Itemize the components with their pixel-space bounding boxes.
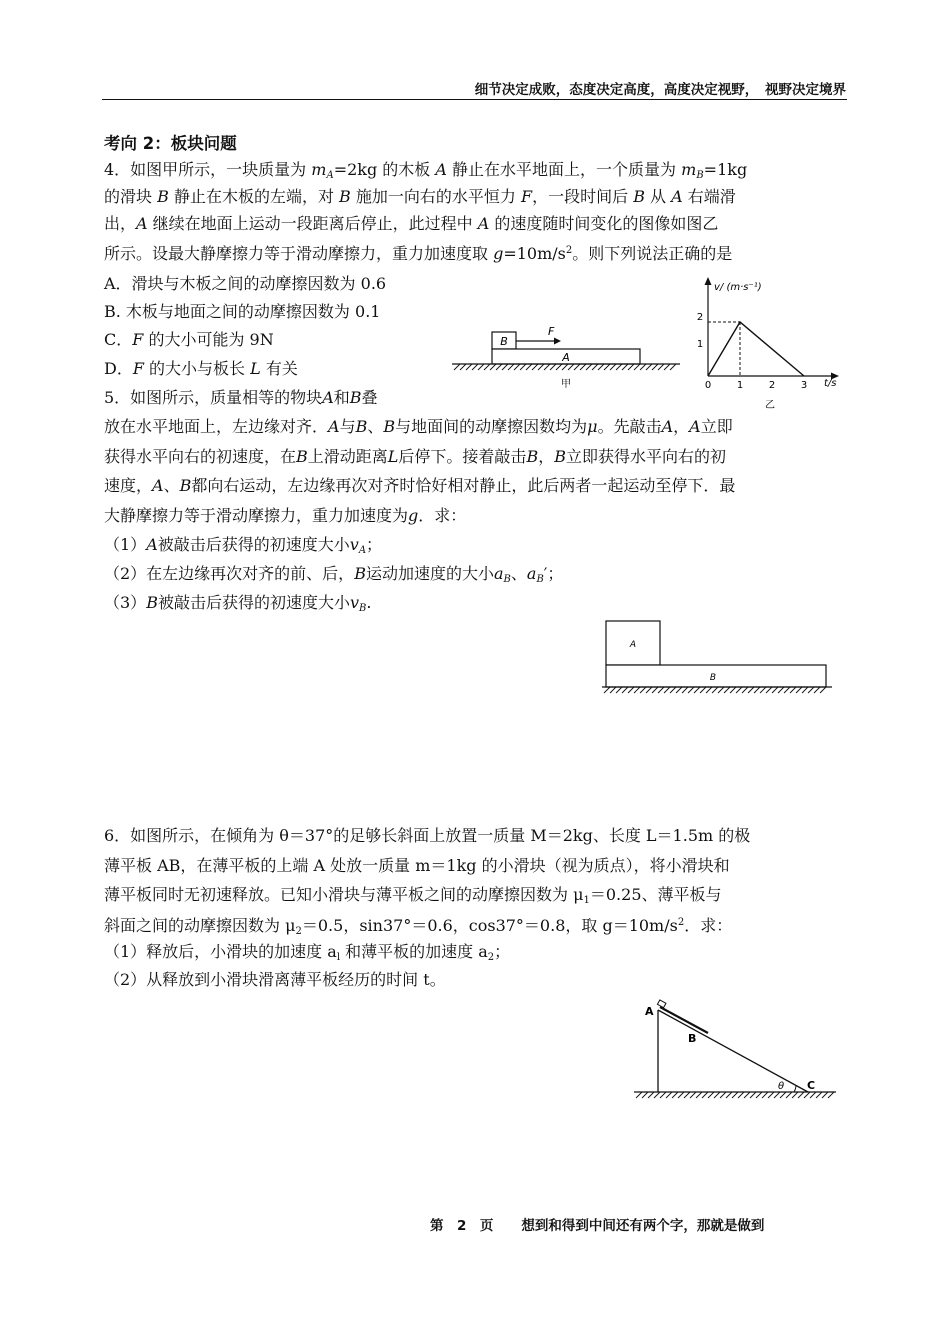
q6-line-1: 6．如图所示，在倾角为 θ＝37°的足够长斜面上放置一质量 M＝2kg、长度 L＝1.5m 的极 xyxy=(104,826,751,845)
hatch-mark xyxy=(768,1092,774,1098)
hatch-mark xyxy=(808,687,814,693)
hatch-mark xyxy=(786,1092,792,1098)
hatch-mark xyxy=(640,364,646,370)
hatch-mark xyxy=(804,1092,810,1098)
hatch-mark xyxy=(696,1092,702,1098)
hatch-mark xyxy=(466,364,472,370)
hatch-mark xyxy=(820,687,826,693)
hatch-mark xyxy=(660,1092,666,1098)
figure-yi-vt-graph xyxy=(688,272,848,412)
hatch-mark xyxy=(664,687,670,693)
ground-hatch xyxy=(454,364,676,370)
q5-line-4: 速度，A、B都向右运动，左边缘再次对齐时恰好相对静止，此后两者一起运动至停下．最 xyxy=(104,476,736,495)
incline-slope xyxy=(658,1010,808,1092)
hatch-mark xyxy=(774,1092,780,1098)
hatch-mark xyxy=(690,1092,696,1098)
y-tick-1: 1 xyxy=(696,339,704,350)
q4-line-1: 4．如图甲所示，一块质量为 $m_A=2kg$ 的木板 A 静止在水平地面上，一个质量为 $m_B=1kg$ xyxy=(104,160,748,181)
q5-sub-2: （2）在左边缘再次对齐的前、后，B运动加速度的大小$a_B$、$a_B'$； xyxy=(104,564,564,585)
small-slider xyxy=(657,1000,666,1008)
hatch-mark xyxy=(750,1092,756,1098)
hatch-mark xyxy=(646,687,652,693)
hatch-mark xyxy=(670,687,676,693)
hatch-mark xyxy=(678,1092,684,1098)
y-tick-2: 2 xyxy=(696,312,704,323)
hatch-mark xyxy=(556,364,562,370)
footer-motto: 想到和得到中间还有两个字，那就是做到 xyxy=(521,1218,765,1234)
q4-option-d: D．F 的大小与板长 L 有关 xyxy=(104,359,298,378)
hatch-mark xyxy=(520,364,526,370)
hatch-mark xyxy=(748,687,754,693)
q5-line-2: 放在水平地面上，左边缘对齐．A与B、B与地面间的动摩擦因数均为μ。先敲击A，A立即 xyxy=(104,417,733,436)
hatch-mark xyxy=(496,364,502,370)
hatch-mark xyxy=(762,1092,768,1098)
hatch-mark xyxy=(744,1092,750,1098)
label-c: C xyxy=(807,1079,816,1092)
q4-line-3: 出，A 继续在地面上运动一段距离后停止，此过程中 A 的速度随时间变化的图像如图乙 xyxy=(104,214,719,233)
hatch-mark xyxy=(658,687,664,693)
hatch-mark xyxy=(580,364,586,370)
hatch-mark xyxy=(598,364,604,370)
hatch-mark xyxy=(700,687,706,693)
q4-option-b: B. 木板与地面之间的动摩擦因数为 0.1 xyxy=(104,302,381,321)
hatch-mark xyxy=(472,364,478,370)
label-b: B xyxy=(688,1032,697,1045)
hatch-mark xyxy=(730,687,736,693)
q6-sub-2: （2）从释放到小滑块滑离薄平板经历的时间 t。 xyxy=(104,970,446,989)
hatch-mark xyxy=(688,687,694,693)
hatch-mark xyxy=(532,364,538,370)
hatch-mark xyxy=(652,687,658,693)
hatch-mark xyxy=(814,687,820,693)
board-a-label: A xyxy=(562,351,570,364)
hatch-mark xyxy=(756,1092,762,1098)
velocity-series-line xyxy=(708,322,804,376)
header-rule xyxy=(102,99,847,100)
hatch-mark xyxy=(634,364,640,370)
hatch-mark xyxy=(664,364,670,370)
hatch-mark xyxy=(712,687,718,693)
hatch-mark xyxy=(666,1092,672,1098)
hatch-mark xyxy=(634,687,640,693)
hatch-mark xyxy=(706,687,712,693)
hatch-mark xyxy=(790,687,796,693)
hatch-mark xyxy=(778,687,784,693)
hatch-mark xyxy=(478,364,484,370)
force-arrowhead xyxy=(554,338,561,345)
hatch-mark xyxy=(732,1092,738,1098)
hatch-mark xyxy=(766,687,772,693)
q4-option-c: C．F 的大小可能为 9N xyxy=(104,330,274,349)
hatch-mark xyxy=(604,364,610,370)
caption-yi: 乙 xyxy=(765,400,775,411)
q5-line-3: 获得水平向右的初速度，在B上滑动距离L后停下。接着敲击B，B立即获得水平向右的初 xyxy=(104,447,726,466)
x-tick-1: 1 xyxy=(736,380,744,391)
thin-plate-ab xyxy=(660,1007,708,1033)
label-theta: θ xyxy=(778,1081,785,1092)
page-header: 细节决定成败，态度决定高度，高度决定视野， 视野决定境界 xyxy=(474,82,846,98)
hatch-mark xyxy=(694,687,700,693)
hatch-mark xyxy=(702,1092,708,1098)
force-label: F xyxy=(548,325,555,338)
hatch-mark xyxy=(622,687,628,693)
ground-hatch xyxy=(636,1092,834,1098)
hatch-mark xyxy=(568,364,574,370)
hatch-mark xyxy=(738,1092,744,1098)
label-a: A xyxy=(645,1005,654,1018)
hatch-mark xyxy=(810,1092,816,1098)
page-number: 第 2 页 xyxy=(430,1218,494,1234)
hatch-mark xyxy=(646,364,652,370)
hatch-mark xyxy=(726,1092,732,1098)
q5-sub-1: （1）A被敲击后获得的初速度大小$v_A$； xyxy=(104,535,383,556)
hatch-mark xyxy=(772,687,778,693)
figure-q5 xyxy=(600,618,836,700)
hatch-mark xyxy=(760,687,766,693)
hatch-mark xyxy=(628,687,634,693)
figure-q6-incline xyxy=(630,998,842,1108)
hatch-mark xyxy=(796,687,802,693)
hatch-mark xyxy=(622,364,628,370)
hatch-mark xyxy=(592,364,598,370)
block-b-label: B xyxy=(709,673,717,683)
hatch-mark xyxy=(604,687,610,693)
hatch-mark xyxy=(736,687,742,693)
q4-line-2: 的滑块 B 静止在木板的左端，对 B 施加一向右的水平恒力 F，一段时间后 B 从 A 右端滑 xyxy=(104,187,736,206)
q6-line-3: 薄平板同时无初速释放。已知小滑块与薄平板之间的动摩擦因数为 $\mu_1=0.25$、薄平板与 xyxy=(104,885,722,906)
y-axis-arrow xyxy=(705,277,712,285)
hatch-mark xyxy=(454,364,460,370)
hatch-mark xyxy=(672,1092,678,1098)
hatch-mark xyxy=(544,364,550,370)
hatch-mark xyxy=(670,364,676,370)
x-tick-2: 2 xyxy=(768,380,776,391)
hatch-mark xyxy=(484,364,490,370)
hatch-mark xyxy=(742,687,748,693)
q6-line-4: 斜面之间的动摩擦因数为 $\mu_2=0.5$，sin37°＝0.6，cos37°＝0.8，取 $g=10m/s^2$．求： xyxy=(104,916,733,937)
x-axis-label: t/s xyxy=(824,378,837,389)
hatch-mark xyxy=(616,687,622,693)
figure-jia xyxy=(450,320,682,392)
hatch-mark xyxy=(538,364,544,370)
block-b-label: B xyxy=(500,335,508,348)
hatch-mark xyxy=(610,364,616,370)
x-tick-3: 3 xyxy=(800,380,808,391)
hatch-mark xyxy=(828,1092,834,1098)
block-a-label: A xyxy=(629,640,637,650)
q6-sub-1: （1）释放后，小滑块的加速度 $a_l$ 和薄平板的加速度 $a_2$； xyxy=(104,942,511,963)
hatch-mark xyxy=(718,687,724,693)
hatch-mark xyxy=(460,364,466,370)
hatch-mark xyxy=(648,1092,654,1098)
q5-sub-3: （3）B被敲击后获得的初速度大小$v_B$. xyxy=(104,593,372,614)
q5-line-5: 大静摩擦力等于滑动摩擦力，重力加速度为g．求： xyxy=(104,506,467,525)
hatch-mark xyxy=(784,687,790,693)
hatch-mark xyxy=(640,687,646,693)
caption-jia: 甲 xyxy=(561,379,571,390)
hatch-mark xyxy=(550,364,556,370)
hatch-mark xyxy=(684,1092,690,1098)
ground-hatch xyxy=(604,687,826,693)
y-axis-label: v/ (m·s⁻¹) xyxy=(714,282,762,293)
hatch-mark xyxy=(676,687,682,693)
section-title: 考向 2：板块问题 xyxy=(104,134,237,153)
hatch-mark xyxy=(714,1092,720,1098)
hatch-mark xyxy=(574,364,580,370)
hatch-mark xyxy=(502,364,508,370)
q4-line-4: 所示。设最大静摩擦力等于滑动摩擦力，重力加速度取 $g=10m/s^2$。则下列说法正确的是 xyxy=(104,244,733,263)
hatch-mark xyxy=(720,1092,726,1098)
hatch-mark xyxy=(798,1092,804,1098)
hatch-mark xyxy=(792,1092,798,1098)
hatch-mark xyxy=(610,687,616,693)
q6-line-2: 薄平板 AB，在薄平板的上端 A 处放一质量 m＝1kg 的小滑块（视为质点），将小滑块和 xyxy=(104,856,730,875)
hatch-mark xyxy=(642,1092,648,1098)
hatch-mark xyxy=(780,1092,786,1098)
hatch-mark xyxy=(816,1092,822,1098)
hatch-mark xyxy=(708,1092,714,1098)
hatch-mark xyxy=(616,364,622,370)
hatch-mark xyxy=(628,364,634,370)
q4-option-a: A．滑块与木板之间的动摩擦因数为 0.6 xyxy=(104,274,387,293)
x-tick-0: 0 xyxy=(704,380,712,391)
hatch-mark xyxy=(654,1092,660,1098)
hatch-mark xyxy=(636,1092,642,1098)
hatch-mark xyxy=(802,687,808,693)
hatch-mark xyxy=(682,687,688,693)
hatch-mark xyxy=(724,687,730,693)
hatch-mark xyxy=(822,1092,828,1098)
hatch-mark xyxy=(586,364,592,370)
hatch-mark xyxy=(658,364,664,370)
hatch-mark xyxy=(514,364,520,370)
hatch-mark xyxy=(508,364,514,370)
angle-arc xyxy=(794,1085,796,1092)
hatch-mark xyxy=(652,364,658,370)
hatch-mark xyxy=(562,364,568,370)
hatch-mark xyxy=(526,364,532,370)
hatch-mark xyxy=(490,364,496,370)
hatch-mark xyxy=(754,687,760,693)
page-footer xyxy=(430,1214,764,1234)
q5-line-1: 5．如图所示，质量相等的物块A和B叠 xyxy=(104,388,378,407)
